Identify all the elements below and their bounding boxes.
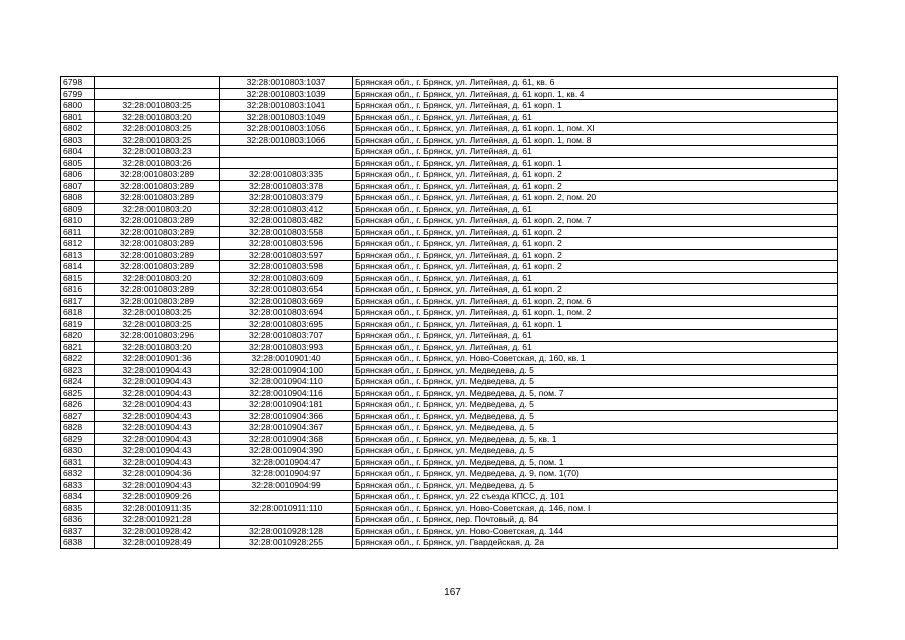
- row-number-cell: 6820: [61, 330, 95, 342]
- table-row: [61, 502, 838, 514]
- object-cadastral-number-cell: 32:28:0010803:609: [220, 272, 353, 284]
- address-cell: Брянская обл., г. Брянск, ул. Литейная, д. 61 корп. 1: [353, 318, 838, 330]
- object-cadastral-number-cell: 32:28:0010904:97: [220, 468, 353, 480]
- address-cell: Брянская обл., г. Брянск, ул. Литейная, д. 61, кв. 6: [353, 77, 838, 89]
- land-cadastral-number-cell: 32:28:0010803:25: [95, 100, 220, 112]
- table-row: [61, 456, 838, 468]
- object-cadastral-number-cell: [220, 157, 353, 169]
- object-cadastral-number-cell: 32:28:0010803:335: [220, 169, 353, 181]
- address-cell: Брянская обл., г. Брянск, ул. Литейная, д. 61: [353, 146, 838, 158]
- address-cell: Брянская обл., г. Брянск, ул. Медведева, д. 9, пом. 1(70): [353, 468, 838, 480]
- land-cadastral-number-cell: 32:28:0010803:289: [95, 261, 220, 273]
- table-row: [61, 479, 838, 491]
- row-number-cell: 6808: [61, 192, 95, 204]
- row-number-cell: 6828: [61, 422, 95, 434]
- land-cadastral-number-cell: 32:28:0010803:296: [95, 330, 220, 342]
- object-cadastral-number-cell: 32:28:0010901:40: [220, 353, 353, 365]
- object-cadastral-number-cell: 32:28:0010904:181: [220, 399, 353, 411]
- land-cadastral-number-cell: 32:28:0010803:289: [95, 192, 220, 204]
- table-row: [61, 226, 838, 238]
- row-number-cell: 6823: [61, 364, 95, 376]
- row-number-cell: 6814: [61, 261, 95, 273]
- object-cadastral-number-cell: 32:28:0010803:596: [220, 238, 353, 250]
- registry-table-body: [61, 77, 838, 549]
- land-cadastral-number-cell: 32:28:0010803:289: [95, 249, 220, 261]
- table-row: [61, 445, 838, 457]
- object-cadastral-number-cell: 32:28:0010803:412: [220, 203, 353, 215]
- row-number-cell: 6835: [61, 502, 95, 514]
- land-cadastral-number-cell: 32:28:0010803:20: [95, 272, 220, 284]
- land-cadastral-number-cell: 32:28:0010803:289: [95, 226, 220, 238]
- table-row: [61, 77, 838, 89]
- object-cadastral-number-cell: 32:28:0010803:597: [220, 249, 353, 261]
- object-cadastral-number-cell: 32:28:0010904:367: [220, 422, 353, 434]
- object-cadastral-number-cell: 32:28:0010803:669: [220, 295, 353, 307]
- object-cadastral-number-cell: 32:28:0010803:1066: [220, 134, 353, 146]
- address-cell: Брянская обл., г. Брянск, ул. Медведева, д. 5: [353, 410, 838, 422]
- table-row: [61, 307, 838, 319]
- land-cadastral-number-cell: 32:28:0010803:289: [95, 238, 220, 250]
- land-cadastral-number-cell: 32:28:0010904:43: [95, 445, 220, 457]
- object-cadastral-number-cell: 32:28:0010928:255: [220, 537, 353, 549]
- table-row: [61, 525, 838, 537]
- table-row: [61, 433, 838, 445]
- address-cell: Брянская обл., г. Брянск, ул. Литейная, д. 61 корп. 1: [353, 100, 838, 112]
- row-number-cell: 6825: [61, 387, 95, 399]
- row-number-cell: 6805: [61, 157, 95, 169]
- table-row: [61, 169, 838, 181]
- land-cadastral-number-cell: [95, 77, 220, 89]
- land-cadastral-number-cell: 32:28:0010803:23: [95, 146, 220, 158]
- object-cadastral-number-cell: 32:28:0010904:366: [220, 410, 353, 422]
- row-number-cell: 6801: [61, 111, 95, 123]
- row-number-cell: 6831: [61, 456, 95, 468]
- table-row: [61, 88, 838, 100]
- row-number-cell: 6799: [61, 88, 95, 100]
- row-number-cell: 6830: [61, 445, 95, 457]
- land-cadastral-number-cell: 32:28:0010904:43: [95, 433, 220, 445]
- row-number-cell: 6822: [61, 353, 95, 365]
- land-cadastral-number-cell: 32:28:0010803:20: [95, 111, 220, 123]
- table-row: [61, 318, 838, 330]
- land-cadastral-number-cell: [95, 88, 220, 100]
- row-number-cell: 6827: [61, 410, 95, 422]
- address-cell: Брянская обл., г. Брянск, ул. Литейная, д. 61: [353, 272, 838, 284]
- land-cadastral-number-cell: 32:28:0010803:289: [95, 295, 220, 307]
- table-row: [61, 364, 838, 376]
- table-row: [61, 422, 838, 434]
- land-cadastral-number-cell: 32:28:0010904:43: [95, 387, 220, 399]
- table-row: [61, 249, 838, 261]
- row-number-cell: 6815: [61, 272, 95, 284]
- object-cadastral-number-cell: 32:28:0010904:110: [220, 376, 353, 388]
- object-cadastral-number-cell: 32:28:0010904:390: [220, 445, 353, 457]
- table-row: [61, 238, 838, 250]
- address-cell: Брянская обл., г. Брянск, ул. Литейная, д. 61 корп. 1: [353, 157, 838, 169]
- object-cadastral-number-cell: 32:28:0010803:558: [220, 226, 353, 238]
- object-cadastral-number-cell: [220, 514, 353, 526]
- table-row: [61, 537, 838, 549]
- address-cell: Брянская обл., г. Брянск, ул. Литейная, д. 61 корп. 2: [353, 226, 838, 238]
- land-cadastral-number-cell: 32:28:0010803:25: [95, 318, 220, 330]
- table-row: [61, 192, 838, 204]
- land-cadastral-number-cell: 32:28:0010803:289: [95, 215, 220, 227]
- row-number-cell: 6800: [61, 100, 95, 112]
- address-cell: Брянская обл., г. Брянск, ул. Литейная, д. 61 корп. 2: [353, 284, 838, 296]
- land-cadastral-number-cell: 32:28:0010904:43: [95, 410, 220, 422]
- land-cadastral-number-cell: 32:28:0010904:43: [95, 364, 220, 376]
- land-cadastral-number-cell: 32:28:0010909:26: [95, 491, 220, 503]
- row-number-cell: 6826: [61, 399, 95, 411]
- address-cell: Брянская обл., г. Брянск, ул. Литейная, д. 61 корп. 1, пом. 2: [353, 307, 838, 319]
- table-row: [61, 468, 838, 480]
- land-cadastral-number-cell: 32:28:0010803:26: [95, 157, 220, 169]
- table-row: [61, 215, 838, 227]
- address-cell: Брянская обл., г. Брянск, ул. Литейная, д. 61 корп. 1, пом. XI: [353, 123, 838, 135]
- address-cell: Брянская обл., г. Брянск, ул. Медведева, д. 5: [353, 364, 838, 376]
- address-cell: Брянская обл., г. Брянск, ул. Медведева, д. 5: [353, 399, 838, 411]
- land-cadastral-number-cell: 32:28:0010921:28: [95, 514, 220, 526]
- land-cadastral-number-cell: 32:28:0010803:20: [95, 341, 220, 353]
- object-cadastral-number-cell: 32:28:0010904:368: [220, 433, 353, 445]
- land-cadastral-number-cell: 32:28:0010904:43: [95, 422, 220, 434]
- address-cell: Брянская обл., г. Брянск, ул. Гвардейская, д. 2а: [353, 537, 838, 549]
- table-row: [61, 284, 838, 296]
- address-cell: Брянская обл., г. Брянск, ул. 22 съезда КПСС, д. 101: [353, 491, 838, 503]
- address-cell: Брянская обл., г. Брянск, ул. Литейная, д. 61 корп. 2: [353, 180, 838, 192]
- address-cell: Брянская обл., г. Брянск, ул. Литейная, д. 61 корп. 1, кв. 4: [353, 88, 838, 100]
- table-row: [61, 330, 838, 342]
- address-cell: Брянская обл., г. Брянск, ул. Литейная, д. 61 корп. 2, пом. 20: [353, 192, 838, 204]
- object-cadastral-number-cell: 32:28:0010803:993: [220, 341, 353, 353]
- table-row: [61, 353, 838, 365]
- address-cell: Брянская обл., г. Брянск, ул. Литейная, д. 61 корп. 2, пом. 7: [353, 215, 838, 227]
- table-row: [61, 376, 838, 388]
- table-row: [61, 111, 838, 123]
- land-cadastral-number-cell: 32:28:0010803:289: [95, 180, 220, 192]
- address-cell: Брянская обл., г. Брянск, ул. Литейная, д. 61 корп. 1, пом. 8: [353, 134, 838, 146]
- row-number-cell: 6816: [61, 284, 95, 296]
- object-cadastral-number-cell: [220, 146, 353, 158]
- land-cadastral-number-cell: 32:28:0010911:35: [95, 502, 220, 514]
- table-row: [61, 146, 838, 158]
- object-cadastral-number-cell: 32:28:0010911:110: [220, 502, 353, 514]
- object-cadastral-number-cell: 32:28:0010803:1041: [220, 100, 353, 112]
- land-cadastral-number-cell: 32:28:0010904:43: [95, 376, 220, 388]
- land-cadastral-number-cell: 32:28:0010803:289: [95, 284, 220, 296]
- address-cell: Брянская обл., г. Брянск, ул. Литейная, д. 61: [353, 203, 838, 215]
- row-number-cell: 6821: [61, 341, 95, 353]
- table-row: [61, 387, 838, 399]
- land-cadastral-number-cell: 32:28:0010901:36: [95, 353, 220, 365]
- land-cadastral-number-cell: 32:28:0010803:20: [95, 203, 220, 215]
- table-row: [61, 341, 838, 353]
- table-row: [61, 399, 838, 411]
- object-cadastral-number-cell: 32:28:0010803:1037: [220, 77, 353, 89]
- row-number-cell: 6818: [61, 307, 95, 319]
- table-row: [61, 295, 838, 307]
- table-row: [61, 203, 838, 215]
- address-cell: Брянская обл., г. Брянск, ул. Медведева, д. 5, пом. 7: [353, 387, 838, 399]
- land-cadastral-number-cell: 32:28:0010803:25: [95, 307, 220, 319]
- row-number-cell: 6798: [61, 77, 95, 89]
- address-cell: Брянская обл., г. Брянск, ул. Литейная, д. 61 корп. 2: [353, 238, 838, 250]
- row-number-cell: 6807: [61, 180, 95, 192]
- address-cell: Брянская обл., г. Брянск, ул. Ново-Советская, д. 144: [353, 525, 838, 537]
- address-cell: Брянская обл., г. Брянск, пер. Почтовый, д. 84: [353, 514, 838, 526]
- table-row: [61, 261, 838, 273]
- row-number-cell: 6804: [61, 146, 95, 158]
- object-cadastral-number-cell: 32:28:0010904:47: [220, 456, 353, 468]
- object-cadastral-number-cell: 32:28:0010904:99: [220, 479, 353, 491]
- row-number-cell: 6836: [61, 514, 95, 526]
- object-cadastral-number-cell: 32:28:0010803:654: [220, 284, 353, 296]
- table-row: [61, 514, 838, 526]
- row-number-cell: 6838: [61, 537, 95, 549]
- object-cadastral-number-cell: 32:28:0010803:707: [220, 330, 353, 342]
- land-cadastral-number-cell: 32:28:0010904:43: [95, 399, 220, 411]
- table-row: [61, 157, 838, 169]
- land-cadastral-number-cell: 32:28:0010803:289: [95, 169, 220, 181]
- address-cell: Брянская обл., г. Брянск, ул. Ново-Советская, д. 146, пом. I: [353, 502, 838, 514]
- row-number-cell: 6809: [61, 203, 95, 215]
- object-cadastral-number-cell: 32:28:0010928:128: [220, 525, 353, 537]
- address-cell: Брянская обл., г. Брянск, ул. Литейная, д. 61 корп. 2: [353, 169, 838, 181]
- table-row: [61, 491, 838, 503]
- land-cadastral-number-cell: 32:28:0010803:25: [95, 134, 220, 146]
- address-cell: Брянская обл., г. Брянск, ул. Медведева, д. 5: [353, 376, 838, 388]
- address-cell: Брянская обл., г. Брянск, ул. Литейная, д. 61 корп. 2: [353, 249, 838, 261]
- page-number: 167: [444, 587, 461, 598]
- row-number-cell: 6817: [61, 295, 95, 307]
- land-cadastral-number-cell: 32:28:0010904:43: [95, 456, 220, 468]
- row-number-cell: 6819: [61, 318, 95, 330]
- object-cadastral-number-cell: 32:28:0010803:482: [220, 215, 353, 227]
- object-cadastral-number-cell: [220, 491, 353, 503]
- address-cell: Брянская обл., г. Брянск, ул. Литейная, д. 61: [353, 111, 838, 123]
- table-row: [61, 100, 838, 112]
- row-number-cell: 6806: [61, 169, 95, 181]
- row-number-cell: 6812: [61, 238, 95, 250]
- table-row: [61, 272, 838, 284]
- land-cadastral-number-cell: 32:28:0010904:36: [95, 468, 220, 480]
- land-cadastral-number-cell: 32:28:0010904:43: [95, 479, 220, 491]
- land-cadastral-number-cell: 32:28:0010928:42: [95, 525, 220, 537]
- address-cell: Брянская обл., г. Брянск, ул. Литейная, д. 61 корп. 2, пом. 6: [353, 295, 838, 307]
- row-number-cell: 6833: [61, 479, 95, 491]
- object-cadastral-number-cell: 32:28:0010803:694: [220, 307, 353, 319]
- address-cell: Брянская обл., г. Брянск, ул. Литейная, д. 61: [353, 341, 838, 353]
- address-cell: Брянская обл., г. Брянск, ул. Медведева, д. 5, кв. 1: [353, 433, 838, 445]
- table-row: [61, 134, 838, 146]
- registry-table: [60, 76, 838, 549]
- object-cadastral-number-cell: 32:28:0010803:379: [220, 192, 353, 204]
- table-row: [61, 123, 838, 135]
- address-cell: Брянская обл., г. Брянск, ул. Медведева, д. 5, пом. 1: [353, 456, 838, 468]
- object-cadastral-number-cell: 32:28:0010803:598: [220, 261, 353, 273]
- object-cadastral-number-cell: 32:28:0010803:1049: [220, 111, 353, 123]
- row-number-cell: 6813: [61, 249, 95, 261]
- table-row: [61, 180, 838, 192]
- object-cadastral-number-cell: 32:28:0010803:695: [220, 318, 353, 330]
- land-cadastral-number-cell: 32:28:0010928:49: [95, 537, 220, 549]
- row-number-cell: 6834: [61, 491, 95, 503]
- address-cell: Брянская обл., г. Брянск, ул. Ново-Советская, д. 160, кв. 1: [353, 353, 838, 365]
- object-cadastral-number-cell: 32:28:0010803:378: [220, 180, 353, 192]
- row-number-cell: 6832: [61, 468, 95, 480]
- row-number-cell: 6829: [61, 433, 95, 445]
- address-cell: Брянская обл., г. Брянск, ул. Литейная, д. 61: [353, 330, 838, 342]
- row-number-cell: 6803: [61, 134, 95, 146]
- object-cadastral-number-cell: 32:28:0010904:100: [220, 364, 353, 376]
- object-cadastral-number-cell: 32:28:0010803:1039: [220, 88, 353, 100]
- row-number-cell: 6811: [61, 226, 95, 238]
- row-number-cell: 6824: [61, 376, 95, 388]
- object-cadastral-number-cell: 32:28:0010803:1056: [220, 123, 353, 135]
- address-cell: Брянская обл., г. Брянск, ул. Медведева, д. 5: [353, 445, 838, 457]
- address-cell: Брянская обл., г. Брянск, ул. Медведева, д. 5: [353, 479, 838, 491]
- table-row: [61, 410, 838, 422]
- address-cell: Брянская обл., г. Брянск, ул. Литейная, д. 61 корп. 2: [353, 261, 838, 273]
- object-cadastral-number-cell: 32:28:0010904:116: [220, 387, 353, 399]
- address-cell: Брянская обл., г. Брянск, ул. Медведева, д. 5: [353, 422, 838, 434]
- row-number-cell: 6810: [61, 215, 95, 227]
- row-number-cell: 6837: [61, 525, 95, 537]
- land-cadastral-number-cell: 32:28:0010803:25: [95, 123, 220, 135]
- row-number-cell: 6802: [61, 123, 95, 135]
